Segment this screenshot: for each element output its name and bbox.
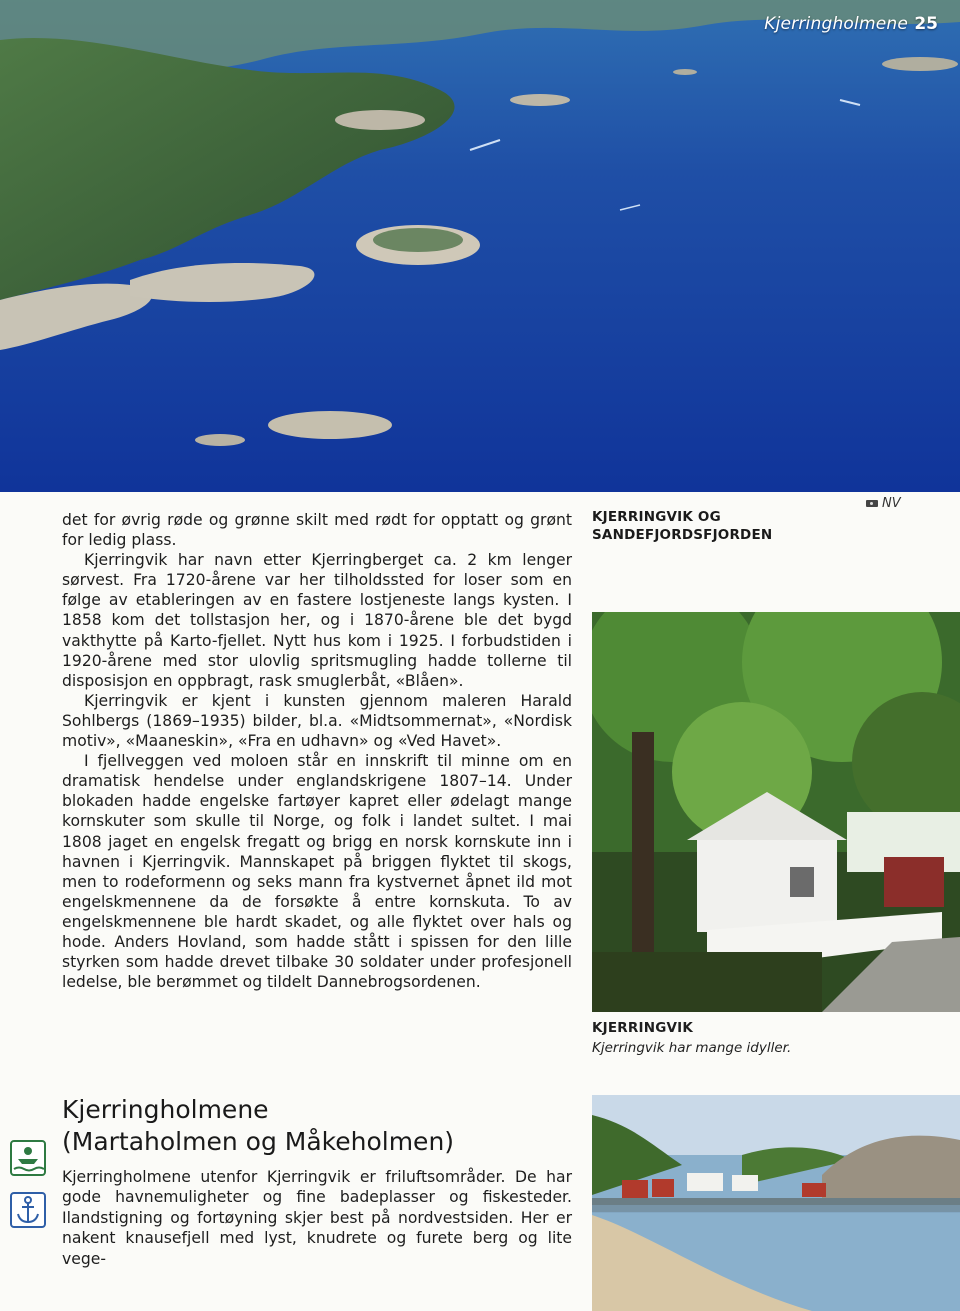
- paragraph: det for øvrig røde og grønne skilt med rødt for opptatt og grønt for ledig plass.: [62, 511, 572, 550]
- aerial-photo: [0, 0, 960, 492]
- body-text: [62, 510, 572, 992]
- photo-caption: Kjerringvik har mange idyller.: [592, 1040, 792, 1056]
- page-number: 25: [914, 14, 938, 34]
- harbor-photo: [592, 1095, 960, 1311]
- photo-title: KJERRINGVIK: [592, 1020, 694, 1036]
- section-heading-line1: Kjerringholmene: [62, 1095, 269, 1124]
- paragraph: Kjerringvik har navn etter Kjerringberget ca. 2 km lenger sørvest. Fra 1720-årene var her tilholdssted for loser som en følge av etableringen av en fastere lostjeneste langs kysten. I 1858 kom det tollstasjon her, og i 1870-årene ble det bygd vakthytte på Karto-fjellet. Nytt hus kom i 1925. I forbudstiden i 1920-årene med stor ulovlig spritsmugling hadde tollerne til disposisjon en oppbragt, rask smuglerbåt, «Blåen».: [62, 551, 572, 690]
- paragraph: I fjellveggen ved moloen står en innskrift til minne om en dramatisk hendelse under englandskrigene 1807–14. Under blokaden hadde engelske fartøyer kapret eller ødelagt mange kornskuter som skulle til Norge, og folk i landet sultet. I mai 1808 jaget en engelsk fregatt og brigg en norsk kornskute inn i havnen i Kjerringvik. Mannskapet på briggen flyktet til skogs, men to rodeformenn og seks mann fra kystvernet åpnet ild mot engelskmennene da de forsøkte å entre kornskuta. To av engelskmennene ble hardt skadet, og alle flyktet over hals og hode. Anders Hovland, som hadde stått i spissen for den lille styrken som hadde drevet tilbake 30 soldater under profesjonell ledelse, ble berømmet og tildelt Dannebrogsordenen.: [62, 752, 572, 992]
- house-photo: [592, 612, 960, 1012]
- map-title-line1: KJERRINGVIK OG: [592, 509, 721, 525]
- section-text: Kjerringholmene utenfor Kjerringvik er friluftsområder. De har gode havnemuligheter og fine badeplasser og fiskesteder. Ilandstigning og fortøyning skjer best på nordvestsiden. Her er nakent knausefjell med lyst, knudrete og furete berg og lite vege-: [62, 1168, 572, 1268]
- running-head: Kjerringholmene: [764, 14, 908, 34]
- section-heading: [62, 1094, 582, 1158]
- section-heading-line2: (Martaholmen og Måkeholmen): [62, 1127, 455, 1156]
- paragraph: Kjerringvik er kjent i kunsten gjennom maleren Harald Sohlbergs (1869–1935) bilder, bl.a. «Midtsommernat», «Nordisk motiv», «Maaneskin», «Fra en udhavn» og «Ved Havet».: [62, 691, 572, 751]
- camera-icon: [866, 500, 878, 507]
- orientation-label: [866, 496, 901, 511]
- swimming-area-icon: [10, 1140, 46, 1176]
- map-title: [592, 508, 842, 544]
- map-title-line2: SANDEFJORDSFJORDEN: [592, 527, 773, 543]
- orientation-text: NV: [882, 496, 901, 511]
- anchorage-icon: [10, 1192, 46, 1228]
